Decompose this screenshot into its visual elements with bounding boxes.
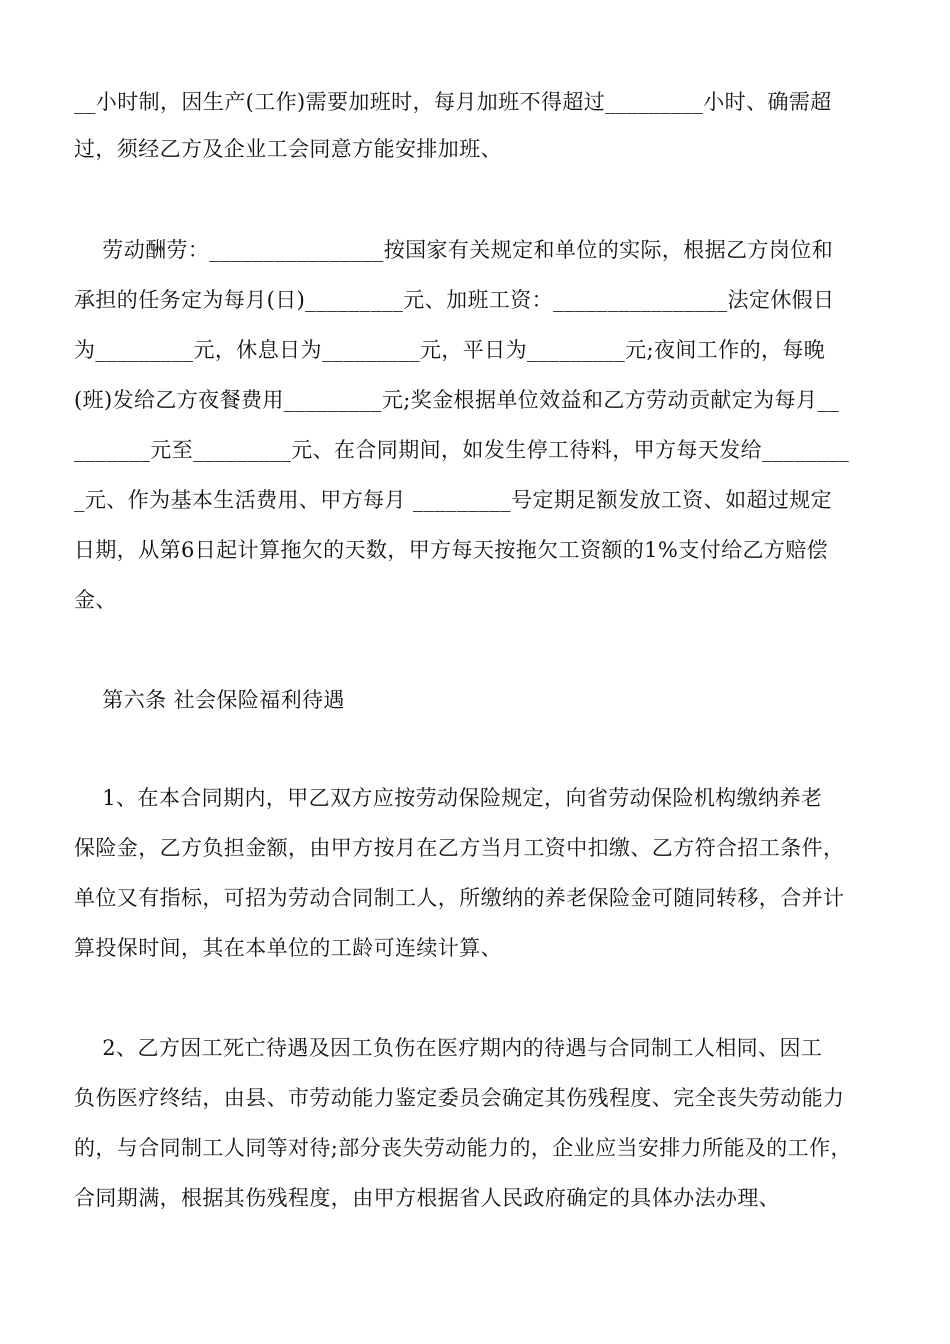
text-line: (班)发给乙方夜餐费用_________元;奖金根据单位效益和乙方劳动贡献定为每月__ [74, 388, 840, 412]
text-line: 负伤医疗终结，由县、市劳动能力鉴定委员会确定其伤残程度、完全丧失劳动能力 [74, 1086, 845, 1110]
text-line: _元、作为基本生活费用、甲方每月 _________号定期足额发放工资、如超过规定 [74, 488, 833, 512]
text-line: 2、乙方因工死亡待遇及因工负伤在医疗期内的待遇与合同制工人相同、因工 [74, 1036, 823, 1060]
text-line: 承担的任务定为每月(日)_________元、加班工资：________________法定休假日 [74, 288, 835, 312]
text-line: _______元至_________元、在合同期间，如发生停工待料，甲方每天发给________ [74, 438, 850, 462]
text-line: 的，与合同制工人同等对待;部分丧失劳动能力的，企业应当安排力所能及的工作， [74, 1136, 852, 1160]
section-heading: 第六条 社会保险福利待遇 [74, 688, 345, 712]
text-line: 单位又有指标，可招为劳动合同制工人，所缴纳的养老保险金可随同转移，合并计 [74, 886, 845, 910]
text-line: 合同期满，根据其伤残程度，由甲方根据省人民政府确定的具体办法办理、 [74, 1186, 781, 1210]
text-line: 日期，从第6日起计算拖欠的天数，甲方每天按拖欠工资额的1%支付给乙方赔偿 [74, 538, 829, 562]
text-line: 为_________元，休息日为_________元，平日为_________元;夜间工作的，每晚 [74, 338, 826, 362]
text-line: 金、 [74, 588, 117, 612]
text-line: 算投保时间，其在本单位的工龄可连续计算、 [74, 936, 502, 960]
text-line: 劳动酬劳：________________按国家有关规定和单位的实际，根据乙方岗位和 [74, 238, 834, 262]
text-line: 保险金，乙方负担金额，由甲方按月在乙方当月工资中扣缴、乙方符合招工条件， [74, 836, 845, 860]
text-line: 过，须经乙方及企业工会同意方能安排加班、 [74, 137, 502, 161]
text-line: 1、在本合同期内，甲乙双方应按劳动保险规定，向省劳动保险机构缴纳养老 [74, 786, 823, 810]
text-line: __小时制，因生产(工作)需要加班时，每月加班不得超过_________小时、确需超 [74, 90, 832, 114]
